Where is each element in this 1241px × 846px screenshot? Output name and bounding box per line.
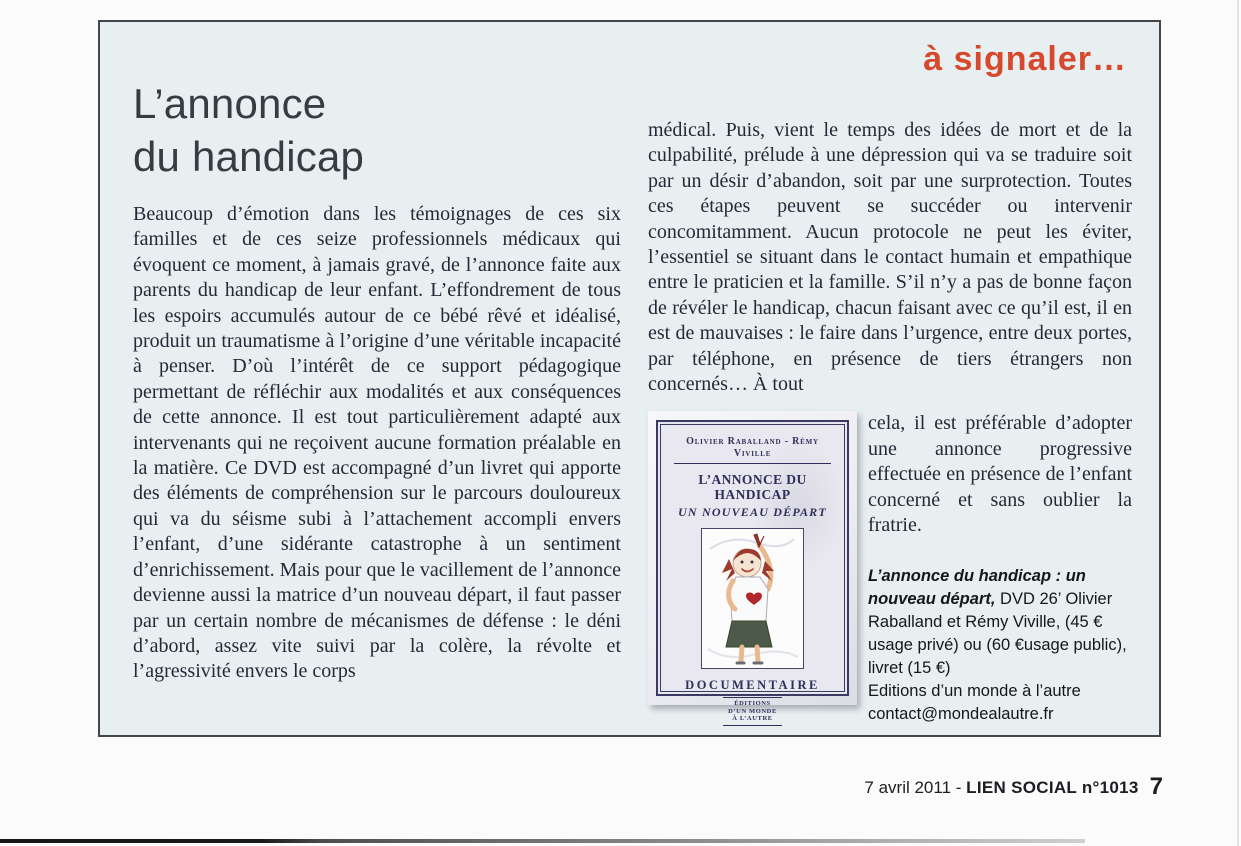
caption-contact: contact@mondealautre.fr bbox=[868, 704, 1054, 723]
article-right-wrap-paragraph: cela, il est préférable d’adopter une annonce progressive effectuée en présence de l’enfant concerné et sans oublier la fratrie. bbox=[868, 412, 1132, 537]
dvd-publisher-line1: ÉDITIONS bbox=[734, 700, 771, 708]
dvd-genre-label: DOCUMENTAIRE bbox=[685, 678, 820, 693]
article-title-line2: du handicap bbox=[133, 133, 365, 180]
article-title bbox=[133, 77, 364, 183]
article-panel bbox=[98, 20, 1161, 737]
article-right-paragraph: médical. Puis, vient le temps des idées de mort et de la culpabilité, prélude à une dépression qui va se traduire soit par un désir d’abandon, soit par une surprotection. Toutes ces étapes peuvent se succéder ou intervenir concomitamment. Aucun protocole ne peut les éviter, l’essentiel se situant dans le contact humain et empathique entre le praticien et la famille. S’il n’y a pas de bonne façon de révéler le handicap, chacun faisant avec ce qu’il est, il en est de mauvaises : le faire dans l’urgence, entre deux portes, par téléphone, en présence de tiers étrangers non concernés… À tout bbox=[648, 119, 1132, 396]
dvd-subtitle: UN NOUVEAU DÉPART bbox=[678, 505, 827, 520]
dvd-publisher-line2: D’UN MONDE bbox=[728, 707, 777, 715]
caption-title: L’annonce du handicap : un nouveau départ, bbox=[868, 566, 1086, 608]
section-label: à signaler… bbox=[923, 40, 1127, 78]
caption-publisher: Editions d’un monde à l’autre bbox=[868, 681, 1081, 700]
dvd-cover-inner bbox=[660, 424, 845, 723]
article-column-left: Beaucoup d’émotion dans les témoignages de ces six familles et de ces seize professionnels médicaux qui évoquent ce moment, à jamais gravé, de l’annonce faite aux parents du handicap de leur enfant. L’effondrement de tous les espoirs accumulés autour de ce bébé rêvé et idéalisé, produit un traumatisme à l’origine d’une véritable incapacité à penser. D’où l’intérêt de ce support pédagogique permettant de réfléchir aux modalités et aux conséquences de cette annonce. Il est tout particulièrement adapté aux intervenants qui ne reçoivent aucune formation préalable en la matière. Ce DVD est accompagné d’un livret qui apporte des éléments de compréhension sur le parcours douloureux qui va du séisme subi à l’attachement accompli envers l’enfant, d’une sidérante catastrophe à un sentiment d’enrichissement. Mais pour que le vacillement de l’annonce devienne aussi la matrice d’un nouveau départ, il faut passer par un certain nombre de mécanismes de défense : le déni d’abord, assez vite suivi par la colère, la révolte et l’agressivité envers le corps bbox=[133, 203, 621, 683]
dvd-title: L’ANNONCE DU HANDICAP bbox=[698, 472, 807, 503]
dvd-publisher-line3: À L’AUTRE bbox=[732, 715, 773, 723]
caption-details: DVD 26’ Olivier Raballand et Rémy Viville, (45 € usage privé) ou (60 €usage public), livret (15 €) bbox=[868, 589, 1127, 677]
footer-date: 7 avril 2011 - bbox=[864, 778, 967, 797]
dvd-cover-frame bbox=[656, 420, 849, 723]
footer-page-number: 7 bbox=[1149, 773, 1163, 800]
dvd-wrap-zone bbox=[648, 411, 1132, 725]
page-footer bbox=[864, 774, 1163, 801]
girl-illustration bbox=[701, 528, 804, 669]
scan-edge-right bbox=[1237, 0, 1239, 846]
article-title-line1: L’annonce bbox=[133, 80, 327, 127]
dvd-caption bbox=[868, 565, 1132, 726]
dvd-publisher-logo bbox=[723, 697, 782, 726]
footer-journal-title: LIEN SOCIAL n°1013 bbox=[966, 778, 1139, 797]
scan-edge-bottom bbox=[0, 839, 1085, 843]
dvd-cover bbox=[648, 411, 857, 723]
article-column-right bbox=[648, 118, 1132, 726]
dvd-authors: Olivier Raballand - Rémy Viville bbox=[674, 436, 831, 464]
